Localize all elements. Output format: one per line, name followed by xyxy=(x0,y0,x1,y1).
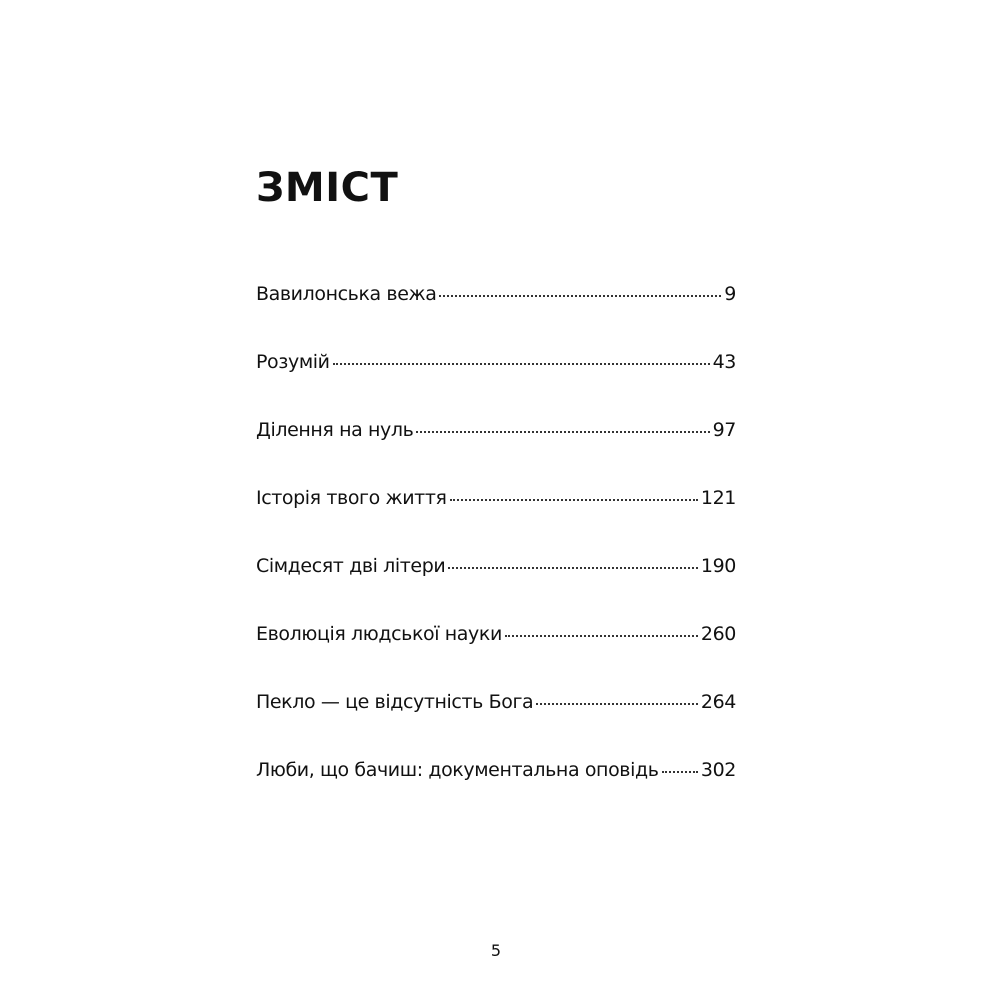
dot-leader xyxy=(536,701,698,705)
dot-leader xyxy=(505,633,698,637)
toc-entry-page: 302 xyxy=(700,759,736,781)
toc-entry xyxy=(256,348,736,416)
dot-leader xyxy=(416,429,709,433)
table-of-contents xyxy=(256,280,736,824)
toc-entry xyxy=(256,552,736,620)
toc-entry-title: Сімдесят дві літери xyxy=(256,555,446,577)
toc-entry-page: 9 xyxy=(724,283,736,305)
dot-leader xyxy=(662,769,698,773)
toc-entry-title: Розумій xyxy=(256,351,330,373)
toc-entry xyxy=(256,756,736,824)
toc-entry xyxy=(256,416,736,484)
dot-leader xyxy=(439,293,721,297)
toc-entry-title: Ділення на нуль xyxy=(256,419,414,441)
toc-entry-title: Еволюція людської науки xyxy=(256,623,502,645)
toc-entry-page: 121 xyxy=(700,487,736,509)
toc-entry-page: 43 xyxy=(712,351,736,373)
toc-entry-page: 190 xyxy=(700,555,736,577)
toc-entry-title: Історія твого життя xyxy=(256,487,447,509)
toc-entry-title: Пекло — це відсутність Бога xyxy=(256,691,534,713)
dot-leader xyxy=(448,565,698,569)
toc-entry xyxy=(256,688,736,756)
toc-entry-page: 97 xyxy=(712,419,736,441)
contents-heading: ЗМІСТ xyxy=(256,165,399,211)
toc-entry xyxy=(256,484,736,552)
toc-entry-page: 264 xyxy=(700,691,736,713)
dot-leader xyxy=(450,497,698,501)
toc-entry-title: Вавилонська вежа xyxy=(256,283,437,305)
page-number: 5 xyxy=(490,941,502,960)
toc-entry xyxy=(256,280,736,348)
toc-entry xyxy=(256,620,736,688)
toc-entry-title: Люби, що бачиш: документальна оповідь xyxy=(256,759,659,781)
dot-leader xyxy=(333,361,710,365)
toc-entry-page: 260 xyxy=(700,623,736,645)
